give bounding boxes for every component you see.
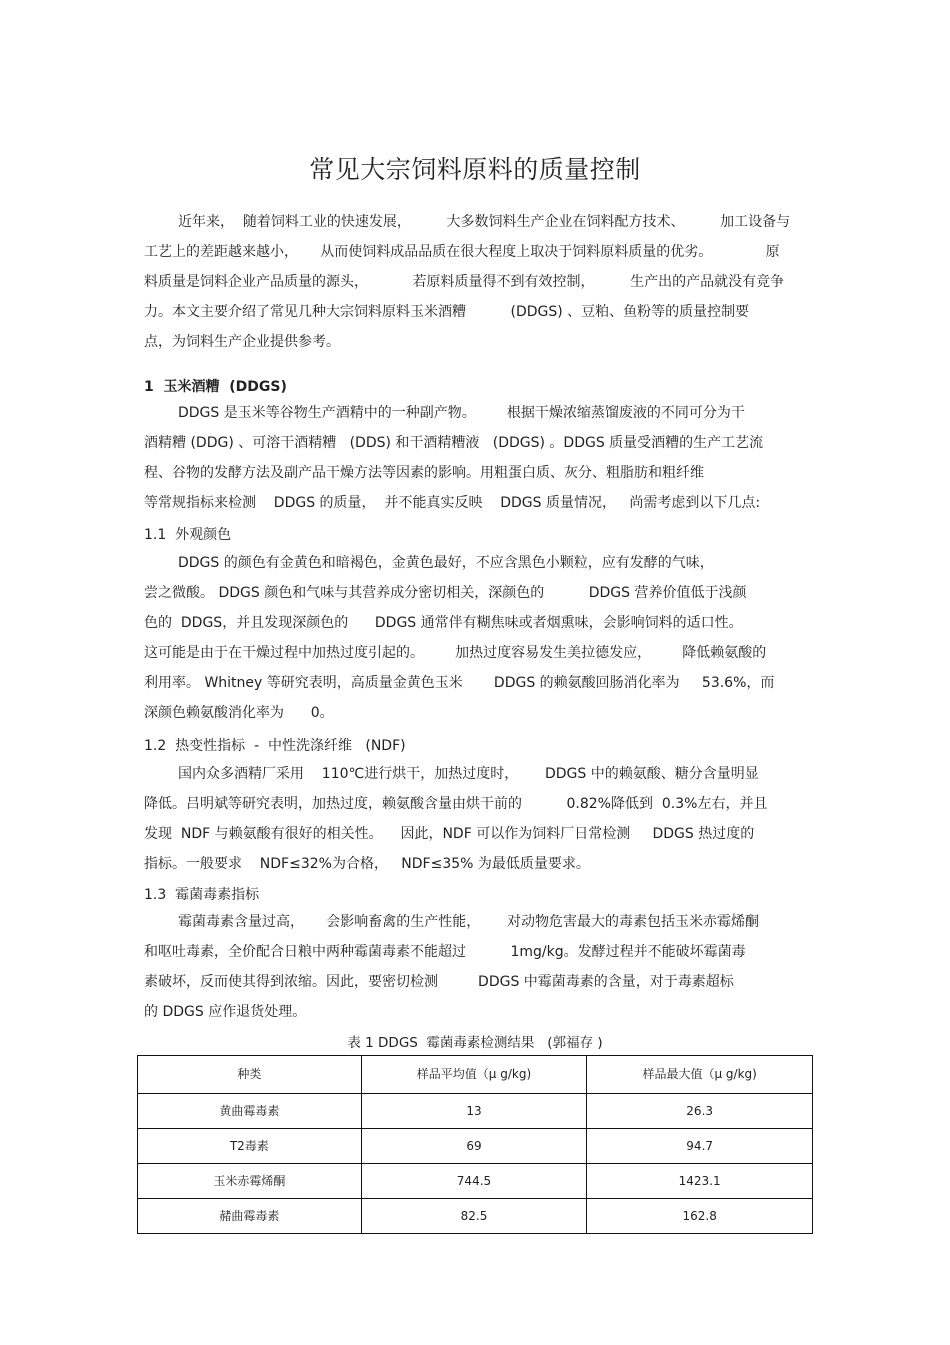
section-1-paragraph [144,398,810,518]
text-line: 和呕吐毒素，全价配合日粮中两种霉菌毒素不能超过 1mg/kg。发酵过程并不能破坏霉菌毒 [144,944,746,960]
text-line: 酒精糟 (DDG) 、可溶干酒精糟 (DDS) 和干酒精糟液 (DDGS) 。DDGS 质量受酒糟的生产工艺流 [144,435,764,451]
text-line: 料质量是饲料企业产品质量的源头， 若原料质量得不到有效控制， 生产出的产品就没有竞争 [144,274,785,290]
table-header-cell: 样品最大值（μ g/kg) [587,1056,813,1094]
text-line: 素破坏，反而使其得到浓缩。因此，要密切检测 DDGS 中霉菌毒素的含量，对于毒素超标 [144,974,734,990]
text-line: 程、谷物的发酵方法及副产品干燥方法等因素的影响。用粗蛋白质、灰分、粗脂肪和粗纤维 [144,465,704,481]
text-line: 这可能是由于在干燥过程中加热过度引起的。 加热过度容易发生美拉德发应， 降低赖氨酸的 [144,645,767,661]
table-cell: 13 [361,1094,587,1129]
text-line: 霉菌毒素含量过高， 会影响畜禽的生产性能， 对动物危害最大的毒素包括玉米赤霉烯酮 [178,914,759,930]
table-header-cell: 种类 [138,1056,362,1094]
table-row [138,1199,813,1234]
intro-paragraph [144,207,810,357]
table-cell: 玉米赤霉烯酮 [138,1164,362,1199]
text-line: 的 DDGS 应作退货处理。 [144,1004,307,1020]
text-line: 尝之微酸。 DDGS 颜色和气味与其营养成分密切相关，深颜色的 DDGS 营养价值低于浅颜 [144,585,747,601]
table-cell: 94.7 [587,1129,813,1164]
text-line: 降低。吕明斌等研究表明，加热过度，赖氨酸含量由烘干前的 0.82%降低到 0.3%左右，并且 [144,796,768,812]
text-line: 国内众多酒精厂采用 110℃进行烘干，加热过度时， DDGS 中的赖氨酸、糖分含量明显 [178,766,759,782]
table-header-row [138,1056,813,1094]
table-cell: 赭曲霉毒素 [138,1199,362,1234]
text-line: 工艺上的差距越来越小， 从而使饲料成品品质在很大程度上取决于饲料原料质量的优劣。 原 [144,244,780,260]
table-caption: 表 1 DDGS 霉菌毒素检测结果 (郭福存 ) [347,1035,603,1051]
table-header-cell: 样品平均值（μ g/kg) [361,1056,587,1094]
table-cell: 黄曲霉毒素 [138,1094,362,1129]
table-cell: T2毒素 [138,1129,362,1164]
section-1-3-paragraph [144,907,810,1027]
mycotoxin-table [137,1055,813,1234]
table-cell: 69 [361,1129,587,1164]
text-line: 色的 DDGS，并且发现深颜色的 DDGS 通常伴有糊焦味或者烟熏味，会影响饲料的适口性。 [144,615,743,631]
text-line: 点，为饲料生产企业提供参考。 [144,334,340,350]
section-heading-1: 1 玉米酒糟 (DDGS) [144,379,287,395]
text-line: 力。本文主要介绍了常见几种大宗饲料原料玉米酒糟 (DDGS) 、豆粕、鱼粉等的质量控制要 [144,304,750,320]
text-line: 近年来， 随着饲料工业的快速发展， 大多数饲料生产企业在饲料配方技术、 加工设备与 [178,214,791,230]
section-heading-1-1: 1.1 外观颜色 [144,527,232,543]
table-cell: 26.3 [587,1094,813,1129]
table-row [138,1164,813,1199]
table-row [138,1094,813,1129]
text-line: 等常规指标来检测 DDGS 的质量， 并不能真实反映 DDGS 质量情况， 尚需考虑到以下几点: [144,495,761,511]
text-line: DDGS 是玉米等谷物生产酒精中的一种副产物。 根据干燥浓缩蒸馏废液的不同可分为干 [178,405,745,421]
text-line: 利用率。 Whitney 等研究表明，高质量金黄色玉米 DDGS 的赖氨酸回肠消化率为 53.6%，而 [144,675,775,691]
section-heading-1-3: 1.3 霉菌毒素指标 [144,887,260,903]
section-1-1-paragraph [144,548,810,728]
document-title: 常见大宗饲料原料的质量控制 [309,155,641,184]
section-heading-1-2: 1.2 热变性指标 - 中性洗涤纤维 (NDF) [144,738,406,754]
text-line: 发现 NDF 与赖氨酸有很好的相关性。 因此，NDF 可以作为饲料厂日常检测 DDGS 热过度的 [144,826,755,842]
table-cell: 744.5 [361,1164,587,1199]
table-cell: 82.5 [361,1199,587,1234]
text-line: DDGS 的颜色有金黄色和暗褐色，金黄色最好，不应含黑色小颗粒，应有发酵的气味， [178,555,714,571]
table-row [138,1129,813,1164]
table-cell: 1423.1 [587,1164,813,1199]
text-line: 指标。一般要求 NDF≤32%为合格， NDF≤35% 为最低质量要求。 [144,856,590,872]
section-1-2-paragraph [144,759,810,879]
text-line: 深颜色赖氨酸消化率为 0。 [144,705,334,721]
table-cell: 162.8 [587,1199,813,1234]
